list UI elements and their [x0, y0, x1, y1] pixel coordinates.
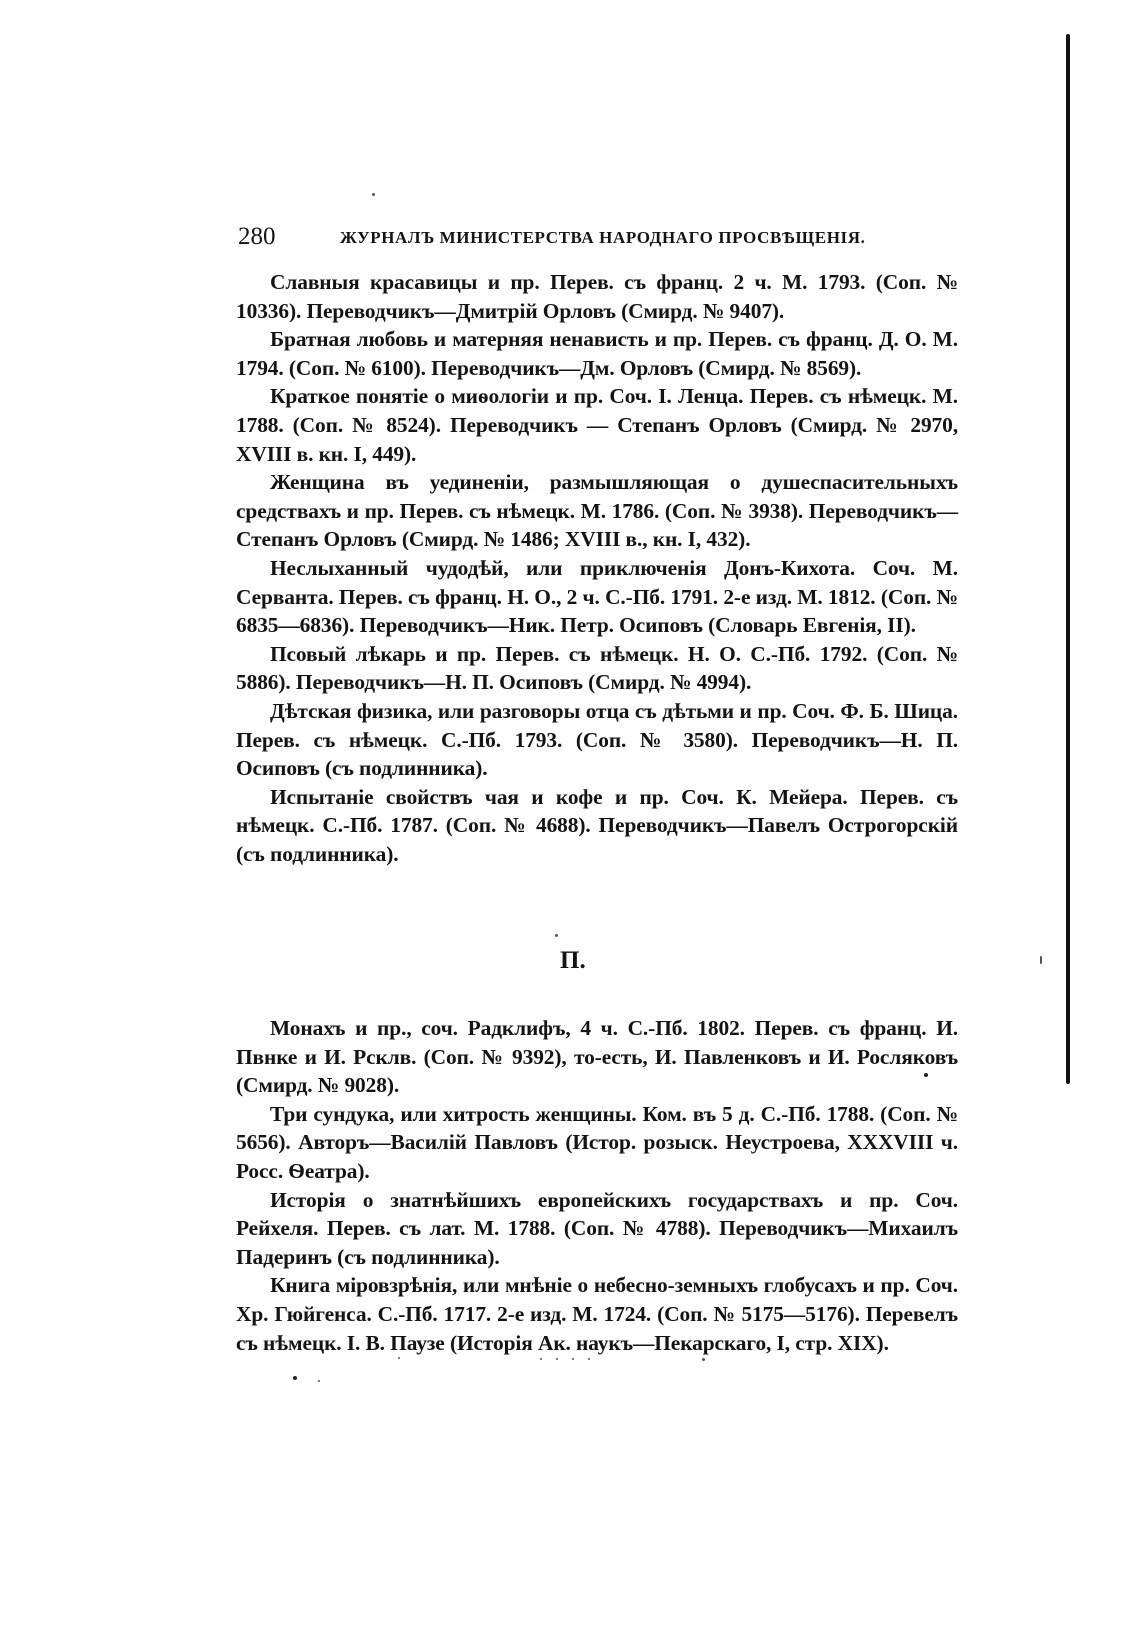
bibliography-entry: Дѣтская физика, или разговоры отца съ дѣтьми и пр. Соч. Ф. Б. Шица. Перев. съ нѣмецк. С.-Пб. 1793. (Соп. № 3580). Переводчикъ—Н. П. Осиповъ (съ подлинника). — [236, 698, 958, 781]
bibliography-entry: Испытаніе свойствъ чая и кофе и пр. Соч. К. Мейера. Перев. съ нѣмецк. С.-Пб. 1787. (Соп. № 4688). Переводчикъ—Павелъ Острогорскій (съ подлинника). — [236, 784, 958, 866]
bibliography-entry: Монахъ и пр., соч. Радклифъ, 4 ч. С.-Пб. 1802. Перев. съ франц. И. Пвнке и И. Рсклв. (Соп. № 9392), то-есть, И. Павленковъ и И. Росляковъ (Смирд. № 9028). — [236, 1016, 958, 1098]
bibliography-entry: Неслыханный чудодѣй, или приключенія Донъ-Кихота. Соч. М. Серванта. Перев. съ франц. Н. О., 2 ч. С.-Пб. 1791. 2-е изд. М. 1812. (Соп. № 6835—6836). Переводчикъ—Ник. Петр. Осиповъ (Словарь Евгенія, II). — [236, 555, 958, 638]
scan-speck — [398, 1357, 400, 1359]
scan-speck — [556, 1358, 558, 1360]
page-number: 280 — [238, 223, 276, 250]
bibliography-entry: Книга міровзрѣнія, или мнѣніе о небесно-земныхъ глобусахъ и пр. Соч. Хр. Гюйгенса. С.-Пб. 1717. 2-е изд. М. 1724. (Соп. № 5175—5176). Перевелъ съ нѣмецк. І. В. Паузе (Исторія Ак. наукъ—Пекарскаго, I, стр. XIX). — [236, 1273, 958, 1355]
bibliography-entry: Три сундука, или хитрость женщины. Ком. въ 5 д. С.-Пб. 1788. (Соп. № 5656). Авторъ—Василій Павловъ (Истор. розыск. Неустроева, XXXVIII ч. Росс. Ѳеатра). — [236, 1101, 958, 1183]
entries-list-after — [236, 1014, 958, 1357]
scan-speck — [1040, 956, 1042, 964]
bibliography-entry: Краткое понятіе о миѳологіи и пр. Соч. І. Ленца. Перев. съ нѣмецк. М. 1788. (Соп. № 8524). Переводчикъ — Степанъ Орловъ (Смирд. № 2970, XVIII в. кн. I, 449). — [236, 384, 958, 466]
page-edge-line — [1066, 34, 1070, 1084]
scan-speck — [540, 1358, 542, 1360]
scan-speck — [588, 1358, 590, 1360]
scan-speck — [318, 1380, 320, 1382]
bibliography-entry: Женщина въ уединеніи, размышляющая о душеспасительныхъ средствахъ и пр. Перев. съ нѣмецк. М. 1786. (Соп. № 3938). Переводчикъ—Степанъ Орловъ (Смирд. № 1486; XVIII в., кн. I, 432). — [236, 470, 958, 552]
scan-speck — [555, 934, 558, 937]
scan-speck — [372, 193, 375, 196]
bibliography-entry: Псовый лѣкарь и пр. Перев. съ нѣмецк. Н. О. С.-Пб. 1792. (Соп. № 5886). Переводчикъ—Н. П. Осиповъ (Смирд. № 4994). — [236, 641, 958, 695]
section-heading: П. — [560, 947, 586, 974]
bibliography-entry: Славныя красавицы и пр. Перев. съ франц. 2 ч. М. 1793. (Соп. № 10336). Переводчикъ—Дмитрій Орловъ (Смирд. № 9407). — [236, 270, 958, 323]
bibliography-entry: Исторія о знатнѣйшихъ европейскихъ государствахъ и пр. Соч. Рейхеля. Перев. съ лат. М. 1788. (Соп. № 4788). Переводчикъ—Михаилъ Падеринъ (съ подлинника). — [236, 1187, 958, 1269]
scan-speck — [572, 1358, 574, 1360]
scan-speck — [293, 1376, 297, 1380]
scan-speck — [702, 1358, 705, 1361]
running-title: ЖУРНАЛЪ МИНИСТЕРСТВА НАРОДНАГО ПРОСВѢЩЕНІЯ. — [340, 228, 866, 247]
page-header — [238, 222, 958, 252]
entries-list-before — [236, 268, 958, 868]
bibliography-entry: Братная любовь и матерняя ненависть и пр. Перев. съ франц. Д. О. М. 1794. (Соп. № 6100). Переводчикъ—Дм. Орловъ (Смирд. № 8569). — [236, 327, 958, 380]
